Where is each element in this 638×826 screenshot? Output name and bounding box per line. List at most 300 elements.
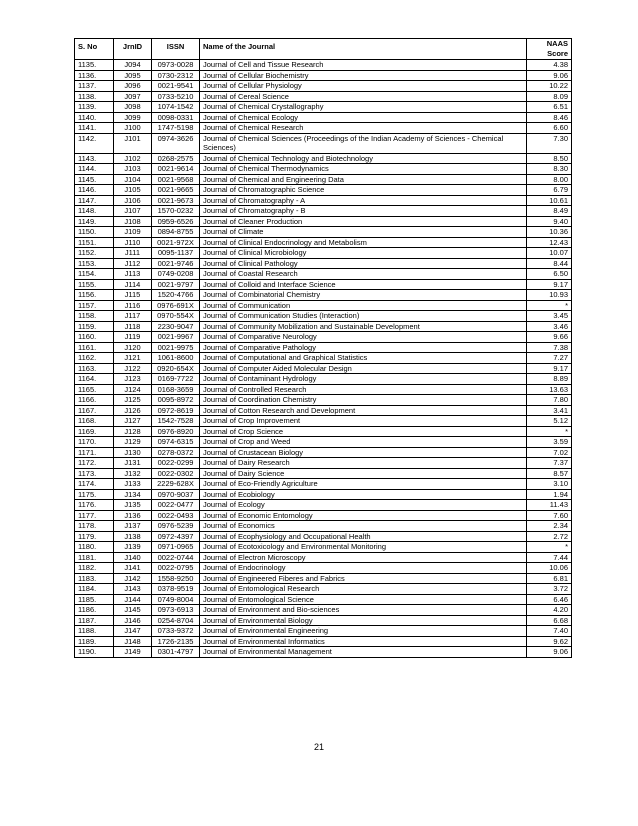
table-body [75,60,572,658]
table-row [75,363,572,374]
cell-jrnid: J138 [114,531,152,542]
cell-naas-score: 6.60 [527,123,572,134]
header-naas-score-line2: Score [547,49,568,58]
cell-sno: 1137. [75,81,114,92]
cell-naas-score: 8.44 [527,258,572,269]
cell-journal-name: Journal of Cellular Biochemistry [200,70,527,81]
table-row [75,521,572,532]
cell-issn: 0959-6526 [152,216,200,227]
cell-sno: 1187. [75,615,114,626]
table-row [75,185,572,196]
cell-journal-name: Journal of Dairy Research [200,458,527,469]
cell-issn: 0378-9519 [152,584,200,595]
cell-sno: 1176. [75,500,114,511]
cell-issn: 2230-9047 [152,321,200,332]
cell-issn: 0970-9037 [152,489,200,500]
cell-jrnid: J148 [114,636,152,647]
cell-naas-score: 13.63 [527,384,572,395]
table-row [75,290,572,301]
cell-naas-score: 6.79 [527,185,572,196]
table-row [75,279,572,290]
table-row [75,447,572,458]
cell-jrnid: J106 [114,195,152,206]
cell-jrnid: J125 [114,395,152,406]
cell-issn: 0730-2312 [152,70,200,81]
cell-naas-score: 7.80 [527,395,572,406]
cell-naas-score: 8.00 [527,174,572,185]
cell-issn: 0021-9746 [152,258,200,269]
cell-naas-score: 7.44 [527,552,572,563]
cell-issn: 0021-9665 [152,185,200,196]
cell-sno: 1150. [75,227,114,238]
cell-jrnid: J111 [114,248,152,259]
table-row [75,594,572,605]
cell-issn: 0021-972X [152,237,200,248]
cell-journal-name: Journal of Chromatography - B [200,206,527,217]
cell-issn: 0021-9673 [152,195,200,206]
cell-issn: 0021-9975 [152,342,200,353]
cell-journal-name: Journal of Computational and Graphical Statistics [200,353,527,364]
cell-naas-score: 10.61 [527,195,572,206]
cell-journal-name: Journal of Chemical Technology and Biotechnology [200,153,527,164]
table-row [75,605,572,616]
cell-journal-name: Journal of Electron Microscopy [200,552,527,563]
cell-jrnid: J139 [114,542,152,553]
table-row [75,563,572,574]
cell-naas-score: 1.94 [527,489,572,500]
cell-issn: 1747-5198 [152,123,200,134]
cell-jrnid: J116 [114,300,152,311]
cell-sno: 1136. [75,70,114,81]
cell-sno: 1142. [75,133,114,153]
cell-jrnid: J112 [114,258,152,269]
table-row [75,395,572,406]
cell-jrnid: J107 [114,206,152,217]
cell-sno: 1175. [75,489,114,500]
cell-jrnid: J126 [114,405,152,416]
cell-journal-name: Journal of Coordination Chemistry [200,395,527,406]
table-row [75,321,572,332]
cell-jrnid: J135 [114,500,152,511]
cell-journal-name: Journal of Chemical Thermodynamics [200,164,527,175]
cell-journal-name: Journal of Engineered Fiberes and Fabrics [200,573,527,584]
cell-journal-name: Journal of Cell and Tissue Research [200,60,527,71]
cell-issn: 0976-8920 [152,426,200,437]
cell-jrnid: J117 [114,311,152,322]
cell-journal-name: Journal of Cellular Physiology [200,81,527,92]
cell-naas-score: 10.22 [527,81,572,92]
cell-issn: 0168-3659 [152,384,200,395]
table-row [75,112,572,123]
cell-jrnid: J120 [114,342,152,353]
table-row [75,311,572,322]
cell-sno: 1174. [75,479,114,490]
cell-naas-score: 7.27 [527,353,572,364]
cell-issn: 1570-0232 [152,206,200,217]
cell-issn: 0973-6913 [152,605,200,616]
cell-sno: 1181. [75,552,114,563]
cell-jrnid: J121 [114,353,152,364]
cell-issn: 0974-3626 [152,133,200,153]
cell-jrnid: J105 [114,185,152,196]
cell-jrnid: J119 [114,332,152,343]
cell-journal-name: Journal of Ecology [200,500,527,511]
table-row [75,374,572,385]
cell-naas-score: 8.89 [527,374,572,385]
cell-issn: 0976-691X [152,300,200,311]
cell-jrnid: J124 [114,384,152,395]
table-row [75,510,572,521]
table-row [75,615,572,626]
cell-journal-name: Journal of Economic Entomology [200,510,527,521]
header-journal-name: Name of the Journal [200,39,527,60]
cell-issn: 0920-654X [152,363,200,374]
cell-journal-name: Journal of Environmental Biology [200,615,527,626]
cell-jrnid: J143 [114,584,152,595]
cell-journal-name: Journal of Chemical and Engineering Data [200,174,527,185]
cell-jrnid: J149 [114,647,152,658]
cell-sno: 1186. [75,605,114,616]
cell-issn: 0022-0493 [152,510,200,521]
header-jrnid: JrnID [114,39,152,60]
cell-journal-name: Journal of Coastal Research [200,269,527,280]
cell-journal-name: Journal of Entomological Research [200,584,527,595]
cell-sno: 1189. [75,636,114,647]
cell-naas-score: 9.66 [527,332,572,343]
cell-issn: 0733-5210 [152,91,200,102]
cell-sno: 1145. [75,174,114,185]
cell-naas-score: 3.10 [527,479,572,490]
cell-naas-score: 7.38 [527,342,572,353]
cell-sno: 1173. [75,468,114,479]
cell-naas-score: 9.17 [527,279,572,290]
cell-sno: 1149. [75,216,114,227]
cell-issn: 0021-9967 [152,332,200,343]
cell-jrnid: J131 [114,458,152,469]
cell-issn: 2229-628X [152,479,200,490]
cell-jrnid: J100 [114,123,152,134]
cell-sno: 1170. [75,437,114,448]
cell-issn: 0254-8704 [152,615,200,626]
table-row [75,300,572,311]
cell-sno: 1155. [75,279,114,290]
table-row [75,416,572,427]
cell-naas-score: 7.37 [527,458,572,469]
cell-sno: 1162. [75,353,114,364]
cell-naas-score: 2.34 [527,521,572,532]
cell-jrnid: J146 [114,615,152,626]
cell-issn: 0021-9568 [152,174,200,185]
header-naas-score-line1: NAAS [546,39,568,48]
cell-journal-name: Journal of Chromatographic Science [200,185,527,196]
cell-naas-score: 9.62 [527,636,572,647]
cell-naas-score: 8.30 [527,164,572,175]
cell-issn: 0749-0208 [152,269,200,280]
table-row [75,123,572,134]
cell-journal-name: Journal of Ecobiology [200,489,527,500]
cell-naas-score: 9.06 [527,70,572,81]
cell-issn: 0278-0372 [152,447,200,458]
cell-journal-name: Journal of Clinical Endocrinology and Metabolism [200,237,527,248]
cell-naas-score: 9.40 [527,216,572,227]
cell-journal-name: Journal of Crop Science [200,426,527,437]
cell-naas-score: 3.46 [527,321,572,332]
cell-jrnid: J118 [114,321,152,332]
cell-sno: 1153. [75,258,114,269]
cell-journal-name: Journal of Computer Aided Molecular Design [200,363,527,374]
cell-issn: 1074-1542 [152,102,200,113]
cell-jrnid: J096 [114,81,152,92]
cell-issn: 1061-8600 [152,353,200,364]
cell-issn: 0973-0028 [152,60,200,71]
cell-naas-score: 10.06 [527,563,572,574]
cell-journal-name: Journal of Chemical Research [200,123,527,134]
cell-jrnid: J128 [114,426,152,437]
table-row [75,542,572,553]
cell-issn: 0971-0965 [152,542,200,553]
cell-journal-name: Journal of Chemical Crystallography [200,102,527,113]
cell-issn: 0301-4797 [152,647,200,658]
cell-naas-score: 3.59 [527,437,572,448]
table-row [75,174,572,185]
cell-jrnid: J142 [114,573,152,584]
cell-journal-name: Journal of Eco-Friendly Agriculture [200,479,527,490]
cell-sno: 1184. [75,584,114,595]
header-naas-score [527,39,572,60]
table-row [75,216,572,227]
cell-journal-name: Journal of Entomological Science [200,594,527,605]
cell-jrnid: J123 [114,374,152,385]
cell-sno: 1158. [75,311,114,322]
cell-journal-name: Journal of Environmental Informatics [200,636,527,647]
cell-journal-name: Journal of Crustacean Biology [200,447,527,458]
cell-sno: 1152. [75,248,114,259]
cell-sno: 1147. [75,195,114,206]
cell-sno: 1172. [75,458,114,469]
cell-naas-score: 11.43 [527,500,572,511]
header-issn: ISSN [152,39,200,60]
table-row [75,405,572,416]
cell-issn: 0974-6315 [152,437,200,448]
cell-jrnid: J141 [114,563,152,574]
cell-journal-name: Journal of Crop and Weed [200,437,527,448]
table-row [75,237,572,248]
cell-issn: 0749-8004 [152,594,200,605]
table-row [75,102,572,113]
cell-sno: 1182. [75,563,114,574]
cell-naas-score: 3.41 [527,405,572,416]
cell-sno: 1138. [75,91,114,102]
cell-jrnid: J095 [114,70,152,81]
cell-jrnid: J137 [114,521,152,532]
cell-jrnid: J109 [114,227,152,238]
cell-jrnid: J134 [114,489,152,500]
cell-issn: 1542-7528 [152,416,200,427]
cell-issn: 0022-0299 [152,458,200,469]
cell-naas-score: 12.43 [527,237,572,248]
cell-sno: 1163. [75,363,114,374]
cell-jrnid: J101 [114,133,152,153]
table-row [75,437,572,448]
cell-issn: 0022-0302 [152,468,200,479]
cell-naas-score: 4.20 [527,605,572,616]
cell-sno: 1190. [75,647,114,658]
cell-sno: 1171. [75,447,114,458]
cell-naas-score: * [527,300,572,311]
cell-journal-name: Journal of Clinical Microbiology [200,248,527,259]
cell-naas-score: 10.07 [527,248,572,259]
cell-naas-score: 3.72 [527,584,572,595]
table-row [75,479,572,490]
cell-sno: 1143. [75,153,114,164]
cell-journal-name: Journal of Communication Studies (Interaction) [200,311,527,322]
cell-journal-name: Journal of Comparative Neurology [200,332,527,343]
cell-sno: 1165. [75,384,114,395]
cell-jrnid: J103 [114,164,152,175]
cell-naas-score: 8.09 [527,91,572,102]
cell-jrnid: J114 [114,279,152,290]
cell-sno: 1157. [75,300,114,311]
table-row [75,133,572,153]
cell-sno: 1141. [75,123,114,134]
cell-jrnid: J136 [114,510,152,521]
table-row [75,531,572,542]
cell-journal-name: Journal of Chemical Ecology [200,112,527,123]
table-row [75,258,572,269]
header-row [75,39,572,60]
cell-sno: 1169. [75,426,114,437]
table-row [75,647,572,658]
cell-journal-name: Journal of Chromatography - A [200,195,527,206]
table-row [75,573,572,584]
table-row [75,342,572,353]
cell-jrnid: J110 [114,237,152,248]
cell-naas-score: * [527,542,572,553]
cell-sno: 1151. [75,237,114,248]
table-row [75,332,572,343]
table-row [75,227,572,238]
cell-naas-score: 6.46 [527,594,572,605]
cell-naas-score: 6.68 [527,615,572,626]
cell-naas-score: 8.46 [527,112,572,123]
table-row [75,636,572,647]
cell-naas-score: 8.49 [527,206,572,217]
cell-jrnid: J099 [114,112,152,123]
cell-naas-score: 4.38 [527,60,572,71]
table-row [75,60,572,71]
cell-journal-name: Journal of Environmental Engineering [200,626,527,637]
cell-sno: 1156. [75,290,114,301]
cell-naas-score: * [527,426,572,437]
cell-naas-score: 10.36 [527,227,572,238]
cell-naas-score: 10.93 [527,290,572,301]
cell-naas-score: 7.40 [527,626,572,637]
header-sno: S. No [75,39,114,60]
journal-table [74,38,572,658]
cell-journal-name: Journal of Combinatorial Chemistry [200,290,527,301]
cell-naas-score: 8.50 [527,153,572,164]
cell-sno: 1178. [75,521,114,532]
cell-sno: 1146. [75,185,114,196]
cell-issn: 0894-8755 [152,227,200,238]
table-row [75,164,572,175]
cell-sno: 1168. [75,416,114,427]
cell-issn: 0021-9797 [152,279,200,290]
cell-jrnid: J102 [114,153,152,164]
cell-journal-name: Journal of Economics [200,521,527,532]
cell-journal-name: Journal of Ecotoxicology and Environmental Monitoring [200,542,527,553]
cell-issn: 0972-8619 [152,405,200,416]
cell-naas-score: 8.57 [527,468,572,479]
cell-naas-score: 7.60 [527,510,572,521]
cell-jrnid: J113 [114,269,152,280]
cell-journal-name: Journal of Crop Improvement [200,416,527,427]
table-row [75,195,572,206]
cell-issn: 1520-4766 [152,290,200,301]
cell-naas-score: 5.12 [527,416,572,427]
cell-sno: 1180. [75,542,114,553]
cell-journal-name: Journal of Communication [200,300,527,311]
cell-sno: 1185. [75,594,114,605]
table-row [75,500,572,511]
table-row [75,153,572,164]
page-number: 21 [313,742,324,752]
cell-journal-name: Journal of Chemical Sciences (Proceedings of the Indian Academy of Sciences - Chemical Sciences) [200,133,527,153]
cell-sno: 1177. [75,510,114,521]
cell-jrnid: J108 [114,216,152,227]
cell-naas-score: 6.81 [527,573,572,584]
cell-journal-name: Journal of Community Mobilization and Sustainable Development [200,321,527,332]
cell-issn: 1558-9250 [152,573,200,584]
cell-jrnid: J104 [114,174,152,185]
cell-journal-name: Journal of Environment and Bio-sciences [200,605,527,616]
cell-journal-name: Journal of Colloid and Interface Science [200,279,527,290]
cell-naas-score: 3.45 [527,311,572,322]
table-row [75,426,572,437]
cell-journal-name: Journal of Comparative Pathology [200,342,527,353]
cell-journal-name: Journal of Contaminant Hydrology [200,374,527,385]
table-row [75,81,572,92]
cell-jrnid: J097 [114,91,152,102]
cell-jrnid: J098 [114,102,152,113]
cell-sno: 1161. [75,342,114,353]
cell-issn: 0021-9614 [152,164,200,175]
table-row [75,552,572,563]
cell-issn: 1726-2135 [152,636,200,647]
cell-jrnid: J122 [114,363,152,374]
cell-jrnid: J130 [114,447,152,458]
cell-issn: 0022-0744 [152,552,200,563]
cell-journal-name: Journal of Dairy Science [200,468,527,479]
cell-naas-score: 7.30 [527,133,572,153]
table-row [75,489,572,500]
cell-jrnid: J127 [114,416,152,427]
cell-jrnid: J094 [114,60,152,71]
cell-sno: 1188. [75,626,114,637]
table-row [75,269,572,280]
table-row [75,70,572,81]
cell-issn: 0022-0795 [152,563,200,574]
cell-journal-name: Journal of Cotton Research and Development [200,405,527,416]
cell-sno: 1144. [75,164,114,175]
cell-jrnid: J145 [114,605,152,616]
cell-jrnid: J133 [114,479,152,490]
cell-journal-name: Journal of Clinical Pathology [200,258,527,269]
cell-sno: 1179. [75,531,114,542]
cell-journal-name: Journal of Cereal Science [200,91,527,102]
cell-naas-score: 7.02 [527,447,572,458]
cell-issn: 0095-1137 [152,248,200,259]
